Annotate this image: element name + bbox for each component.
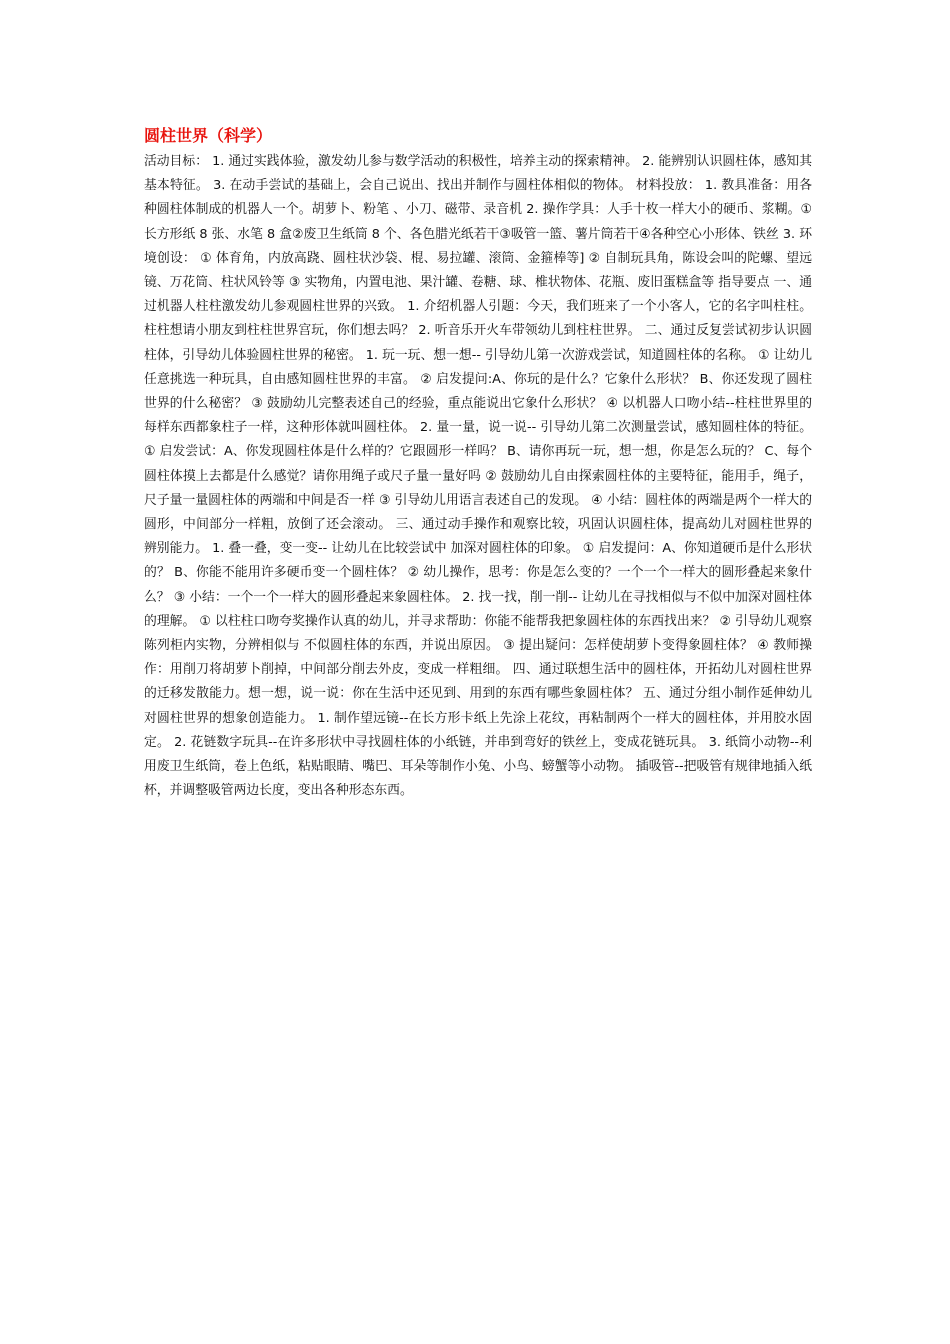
document-body-text: 活动目标： 1. 通过实践体验，激发幼儿参与数学活动的积极性，培养主动的探索精神。 2. 能辨别认识圆柱体，感知其基本特征。 3. 在动手尝试的基础上，会自己说出、找出并制作与圆柱体相似的物体。 材料投放： 1. 教具准备：用各种圆柱体制成的机器人一个。胡萝卜、粉笔 、小刀、磁带、录音机 2. 操作学具：人手十枚一样大小的硬币、浆糊。①长方形纸 8 张、水笔 8 盒②废卫生纸筒 8 个、各色腊光纸若干③吸管一篮、薯片筒若干④各种空心小形体、铁丝 3. 环境创设： ① 体育角，内放高跷、圆柱状沙袋、棍、易拉罐、滚筒、金箍棒等] ② 自制玩具角，陈设会叫的陀螺、望远镜、万花筒、柱状风铃等 ③ 实物角，内置电池、果汁罐、卷糖、球、椎状物体、花瓶、废旧蛋糕盒等 指导要点 一、通过机器人柱柱激发幼儿参观圆柱世界的兴致。 1. 介绍机器人引题：今天，我们班来了一个小客人，它的名字叫柱柱。柱柱想请小朋友到柱柱世界宫玩，你们想去吗？ 2. 听音乐开火车带领幼儿到柱柱世界。 二、通过反复尝试初步认识圆柱体，引导幼儿体验圆柱世界的秘密。 1. 玩一玩、想一想-- 引导幼儿第一次游戏尝试，知道圆柱体的名称。 ① 让幼儿任意挑选一种玩具，自由感知圆柱世界的丰富。 ② 启发提问:A、你玩的是什么？它象什么形状？ B、你还发现了圆柱世界的什么秘密？ ③ 鼓励幼儿完整表述自己的经验，重点能说出它象什么形状？ ④ 以机器人口吻小结--柱柱世界里的每样东西都象柱子一样，这种形体就叫圆柱体。 2. 量一量，说一说-- 引导幼儿第二次测量尝试，感知圆柱体的特征。 ① 启发尝试：A、你发现圆柱体是什么样的？它跟圆形一样吗？ B、请你再玩一玩，想一想，你是怎么玩的？ C、每个圆柱体摸上去都是什么感觉？请你用绳子或尺子量一量好吗 ② 鼓励幼儿自由探索圆柱体的主要特征，能用手，绳子，尺子量一量圆柱体的两端和中间是否一样 ③ 引导幼儿用语言表述自己的发现。 ④ 小结：圆柱体的两端是两个一样大的圆形，中间部分一样粗，放倒了还会滚动。 三、通过动手操作和观察比较，巩固认识圆柱体，提高幼儿对圆柱世界的辨别能力。 1. 叠一叠，变一变-- 让幼儿在比较尝试中 加深对圆柱体的印象。 ① 启发提问：A、你知道硬币是什么形状的？ B、你能不能用许多硬币变一个圆柱体？ ② 幼儿操作，思考：你是怎么变的？一个一个一样大的圆形叠起来象什么？ ③ 小结：一个一个一样大的圆形叠起来象圆柱体。 2. 找一找，削一削-- 让幼儿在寻找相似与不似中加深对圆柱体的理解。 ① 以柱柱口吻夸奖操作认真的幼儿，并寻求帮助：你能不能帮我把象圆柱体的东西找出来？ ② 引导幼儿观察陈列柜内实物，分辨相似与 不似圆柱体的东西，并说出原因。 ③ 提出疑问：怎样使胡萝卜变得象圆柱体？ ④ 教师操作：用削刀将胡萝卜削掉，中间部分削去外皮，变成一样粗细。 四、通过联想生活中的圆柱体，开拓幼儿对圆柱世界的迁移发散能力。想一想，说一说：你在生活中还见到、用到的东西有哪些象圆柱体？ 五、通过分组小制作延伸幼儿对圆柱世界的想象创造能力。 1. 制作望远镜--在长方形卡纸上先涂上花纹，再粘制两个一样大的圆柱体，并用胶水固定。 2. 花链数字玩具--在许多形状中寻找圆柱体的小纸链，并串到弯好的铁丝上，变成花链玩具。 3. 纸筒小动物--利用废卫生纸筒，卷上色纸，粘贴眼睛、嘴巴、耳朵等制作小兔、小鸟、螃蟹等小动物。 插吸管--把吸管有规律地插入纸杯，并调整吸管两边长度，变出各种形态东西。	[144, 154, 812, 799]
document-title: 圆柱世界（科学）	[144, 126, 273, 145]
